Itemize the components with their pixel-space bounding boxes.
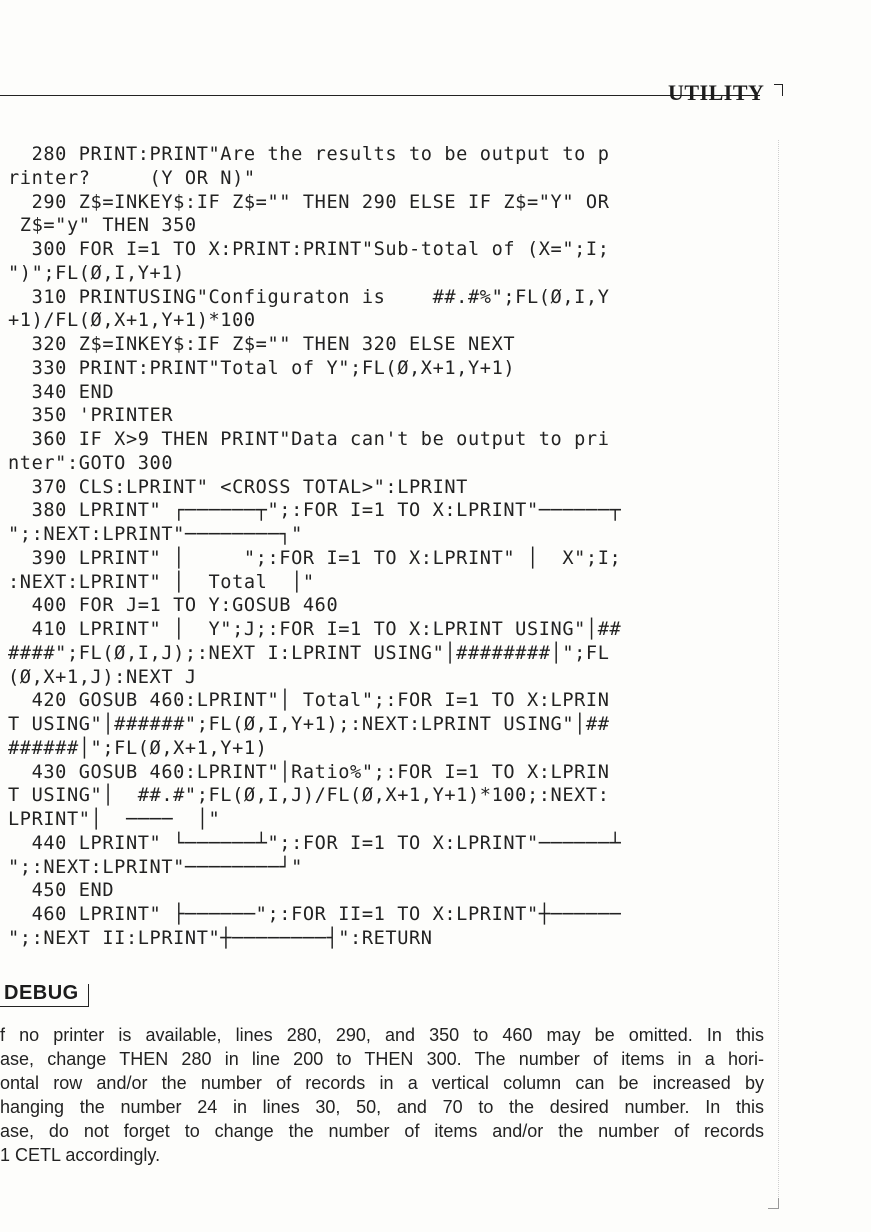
code-line: 450 END — [8, 880, 115, 902]
code-line: T USING"│######";FL(Ø,I,Y+1);:NEXT:LPRINT USING"│## — [8, 714, 610, 735]
code-line: 310 PRINTUSING"Configuraton is ##.#%";FL(Ø,I,Y — [8, 286, 610, 308]
page-edge-mark — [778, 140, 779, 1205]
code-line: 420 GOSUB 460:LPRINT"│ Total";:FOR I=1 TO X:LPRIN — [8, 690, 610, 712]
code-line: 400 FOR J=1 TO Y:GOSUB 460 — [8, 595, 339, 617]
body-text-line: f no printer is available, lines 280, 290, and 350 to 460 may be omitted. In this — [0, 1025, 764, 1045]
body-text-line: ontal row and/or the number of records in a vertical column can be increased by — [0, 1073, 764, 1093]
code-line: :NEXT:LPRINT" │ Total │" — [8, 571, 315, 593]
code-line: ####";FL(Ø,I,J);:NEXT I:LPRINT USING"│########│";FL — [8, 642, 610, 664]
code-line: 290 Z$=INKEY$:IF Z$="" THEN 290 ELSE IF Z$="Y" OR — [8, 191, 610, 213]
code-line: ")";FL(Ø,I,Y+1) — [8, 262, 185, 284]
body-text-line: 1 CETL accordingly. — [0, 1145, 161, 1165]
code-line: 440 LPRINT" └──────┴";:FOR I=1 TO X:LPRINT"──────┴ — [8, 832, 622, 854]
body-text-line: hanging the number 24 in lines 30, 50, and 70 to the desired number. In this — [0, 1097, 764, 1117]
code-line: LPRINT"│ ──── │" — [8, 809, 221, 830]
section-title: DEBUG — [0, 982, 89, 1007]
code-line: T USING"│ ##.#";FL(Ø,I,J)/FL(Ø,X+1,Y+1)*100;:NEXT: — [8, 785, 610, 807]
code-line: 320 Z$=INKEY$:IF Z$="" THEN 320 ELSE NEXT — [8, 334, 516, 355]
header-rule-hook — [774, 84, 783, 96]
code-line: 380 LPRINT" ┌──────┬";:FOR I=1 TO X:LPRINT"──────┬ — [8, 500, 622, 522]
code-line: +1)/FL(Ø,X+1,Y+1)*100 — [8, 310, 256, 332]
code-line: 350 'PRINTER — [8, 405, 174, 427]
body-paragraph — [0, 1023, 764, 1167]
body-text-line: ase, change THEN 280 in line 200 to THEN 300. The number of items in a hori- — [0, 1049, 764, 1069]
page-corner-mark — [768, 1198, 779, 1209]
code-line: ";:NEXT II:LPRINT"┼────────┤":RETURN — [8, 927, 433, 949]
code-line: 280 PRINT:PRINT"Are the results to be output to p — [8, 144, 610, 165]
page-header-title: UTILITY — [668, 80, 765, 105]
code-line: 390 LPRINT" │ ";:FOR I=1 TO X:LPRINT" │ X";I; — [8, 547, 622, 569]
code-line: 370 CLS:LPRINT" <CROSS TOTAL>":LPRINT — [8, 476, 468, 498]
code-line: 300 FOR I=1 TO X:PRINT:PRINT"Sub-total of (X=";I; — [8, 239, 610, 260]
code-listing — [8, 143, 768, 951]
code-line: 430 GOSUB 460:LPRINT"│Ratio%";:FOR I=1 TO X:LPRIN — [8, 761, 610, 783]
body-text-line: ase, do not forget to change the number of items and/or the number of records — [0, 1121, 764, 1141]
code-line: 330 PRINT:PRINT"Total of Y";FL(Ø,X+1,Y+1) — [8, 357, 516, 379]
code-line: 460 LPRINT" ├──────";:FOR II=1 TO X:LPRINT"┼────── — [8, 904, 622, 925]
code-line: 340 END — [8, 381, 115, 403]
code-line: ######│";FL(Ø,X+1,Y+1) — [8, 737, 268, 759]
code-line: (Ø,X+1,J):NEXT J — [8, 666, 197, 688]
code-line: 410 LPRINT" │ Y";J;:FOR I=1 TO X:LPRINT USING"│## — [8, 619, 622, 640]
code-line: Z$="y" THEN 350 — [8, 215, 197, 237]
header-rule — [0, 95, 760, 96]
code-line: nter":GOTO 300 — [8, 452, 174, 474]
code-line: ";:NEXT:LPRINT"────────┘" — [8, 856, 303, 878]
code-line: ";:NEXT:LPRINT"────────┐" — [8, 524, 303, 545]
code-line: 360 IF X>9 THEN PRINT"Data can't be output to pri — [8, 429, 610, 450]
code-line: rinter? (Y OR N)" — [8, 167, 256, 189]
